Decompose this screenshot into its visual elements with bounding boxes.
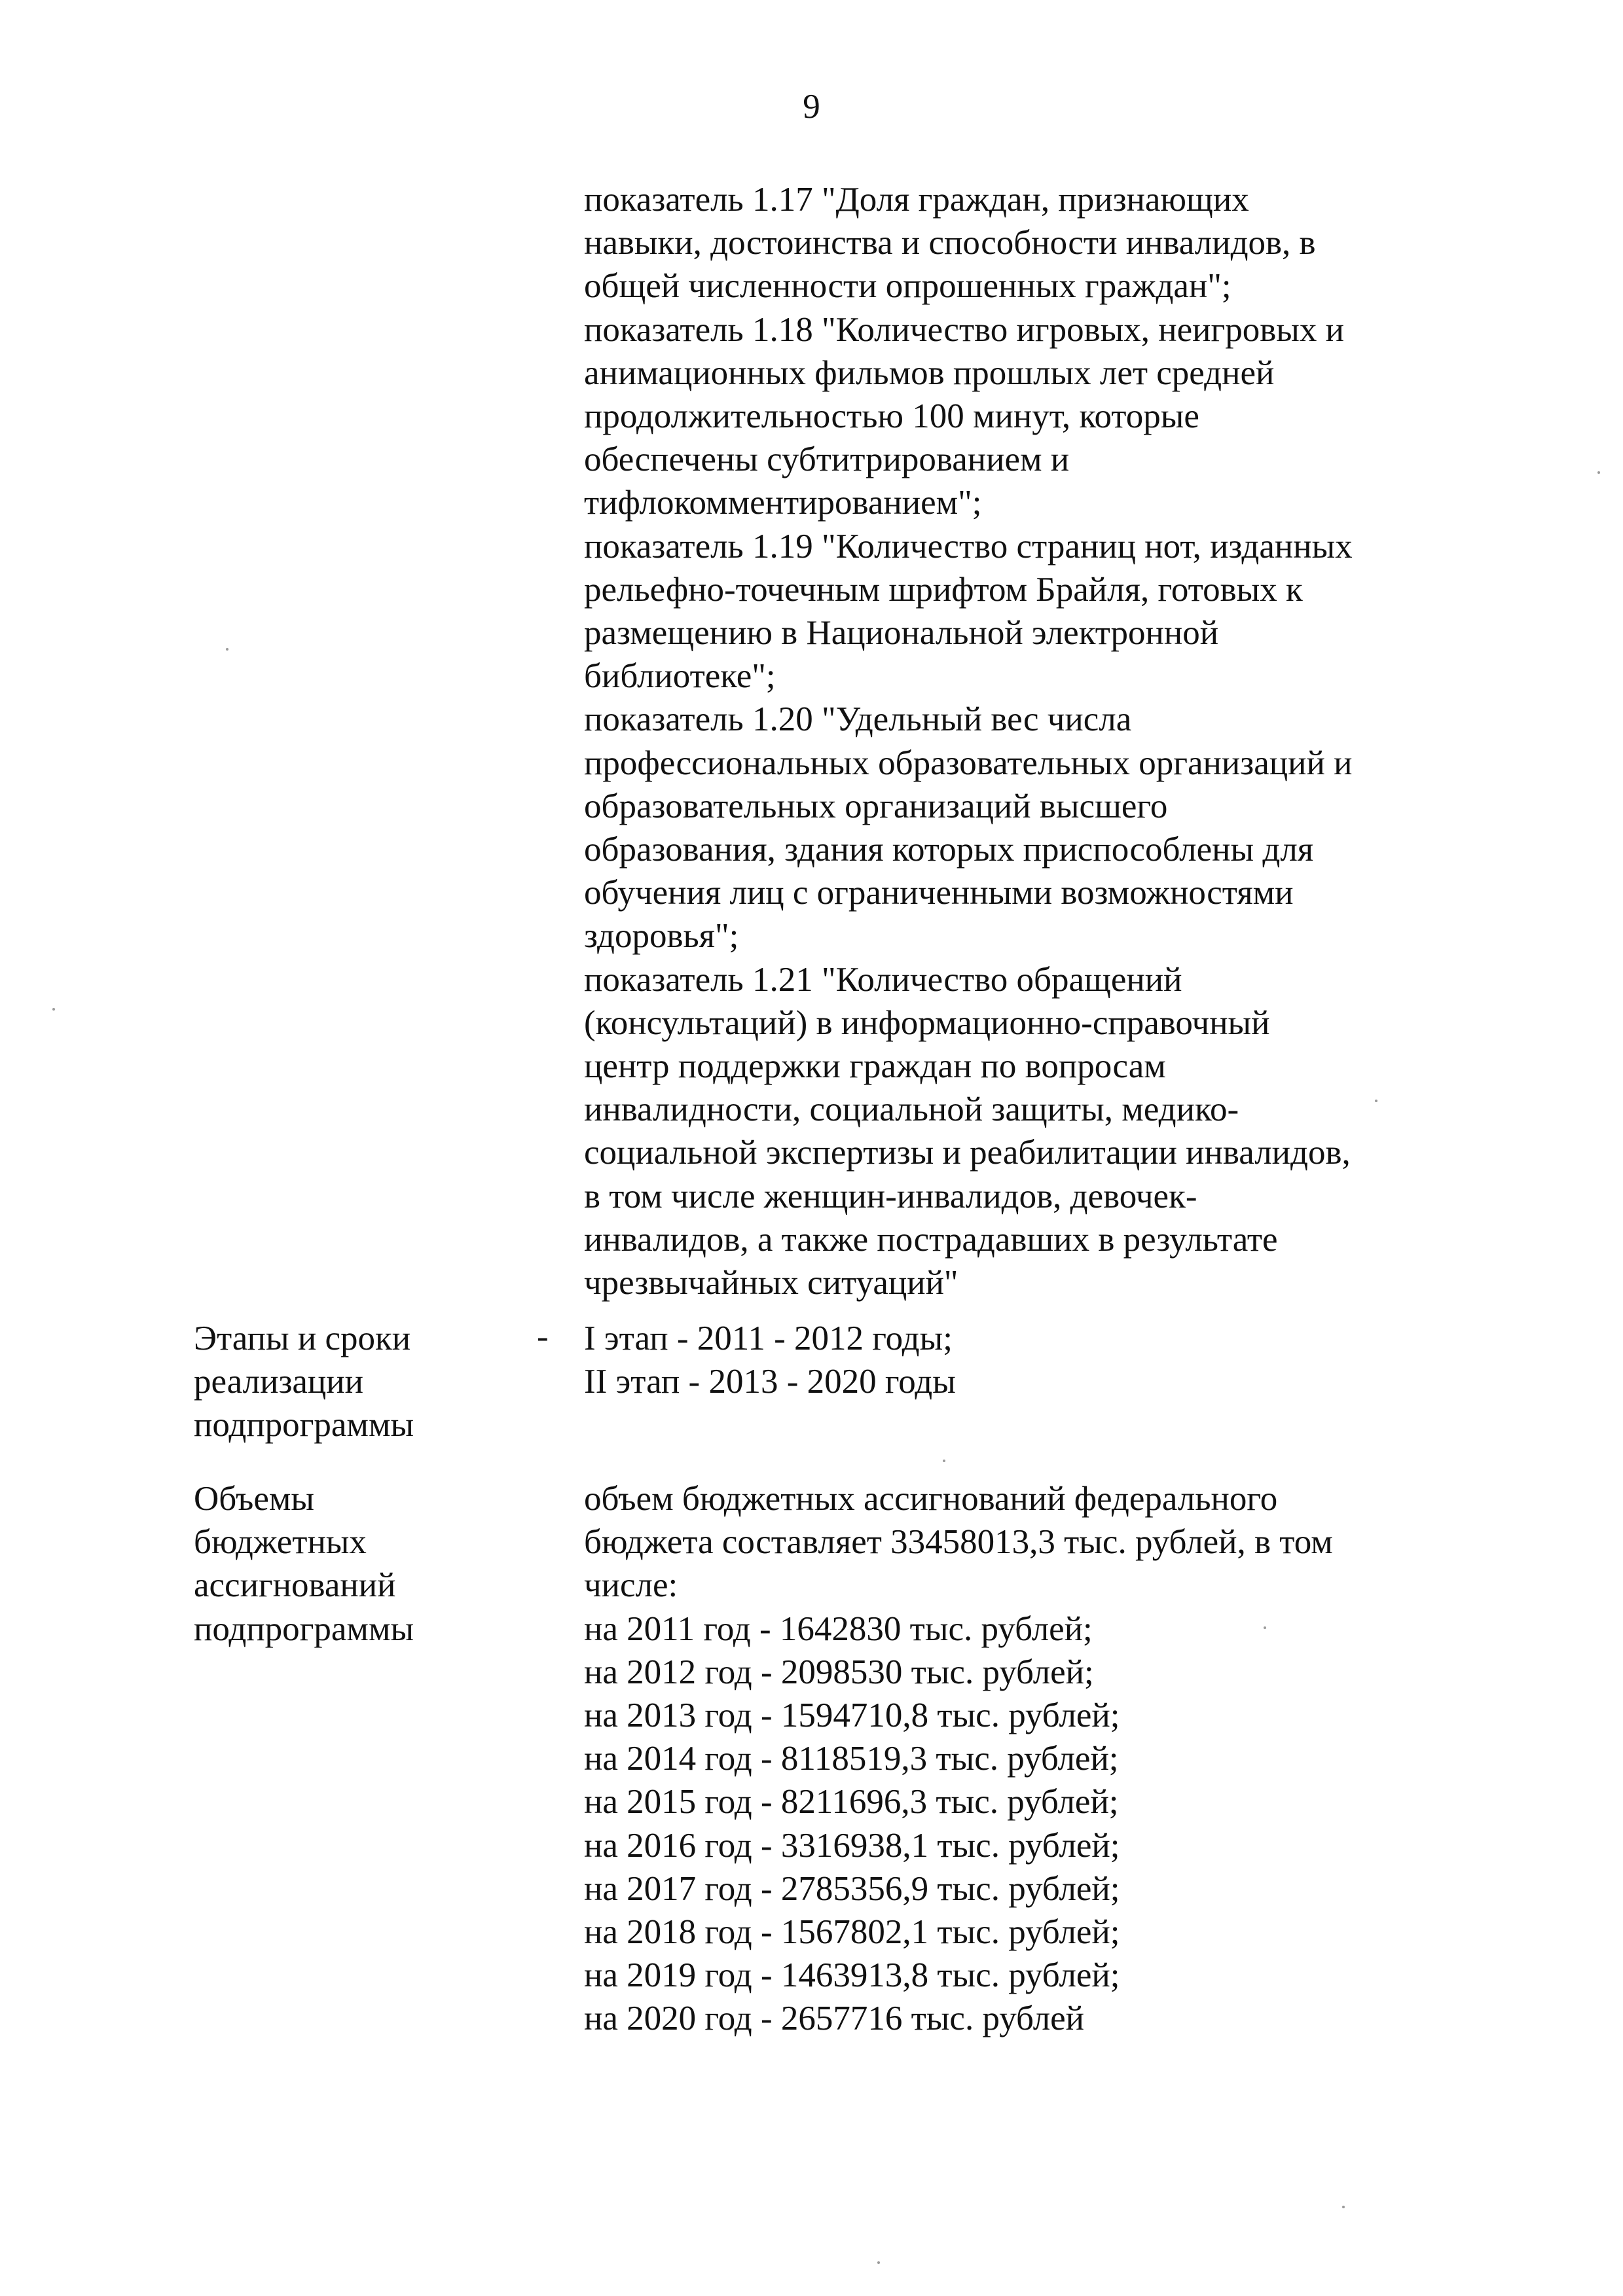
indicator-line: рельефно-точечным шрифтом Брайля, готовых к bbox=[584, 570, 1303, 609]
scan-speck bbox=[943, 1460, 945, 1462]
indicator-line: образования, здания которых приспособлены для bbox=[584, 831, 1314, 869]
budget-value-line: на 2016 год - 3316938,1 тыс. рублей; bbox=[584, 1826, 1120, 1865]
indicator-line: обеспечены субтитрированием и bbox=[584, 440, 1070, 479]
indicator-line: навыки, достоинства и способности инвалидов, в bbox=[584, 224, 1316, 262]
scan-speck bbox=[1342, 2206, 1345, 2208]
budget-label-line: ассигнований bbox=[194, 1566, 396, 1605]
budget-value-line: на 2018 год - 1567802,1 тыс. рублей; bbox=[584, 1913, 1120, 1952]
stages-label bbox=[194, 1317, 414, 1447]
stages-value bbox=[584, 1317, 956, 1403]
indicator-line: чрезвычайных ситуаций" bbox=[584, 1264, 958, 1302]
stages-value-line: II этап - 2013 - 2020 годы bbox=[584, 1363, 956, 1401]
budget-label-line: бюджетных bbox=[194, 1523, 367, 1562]
indicator-line: анимационных фильмов прошлых лет средней bbox=[584, 353, 1275, 392]
budget-value-line: на 2019 год - 1463913,8 тыс. рублей; bbox=[584, 1956, 1120, 1995]
stages-label-line: подпрограммы bbox=[194, 1406, 414, 1444]
stages-value-line: I этап - 2011 - 2012 годы; bbox=[584, 1319, 953, 1357]
stages-label-line: Этапы и сроки bbox=[194, 1319, 411, 1357]
indicator-line: обучения лиц с ограниченными возможностями bbox=[584, 874, 1294, 912]
budget-value-line: на 2017 год - 2785356,9 тыс. рублей; bbox=[584, 1869, 1120, 1908]
budget-value-line: на 2015 год - 8211696,3 тыс. рублей; bbox=[584, 1783, 1119, 1821]
indicator-line: в том числе женщин-инвалидов, девочек- bbox=[584, 1177, 1197, 1215]
indicator-line: здоровья"; bbox=[584, 917, 739, 956]
budget-value-line: на 2020 год - 2657716 тыс. рублей bbox=[584, 2000, 1085, 2038]
stages-label-line: реализации bbox=[194, 1363, 364, 1401]
indicator-line: показатель 1.20 "Удельный вес числа bbox=[584, 700, 1132, 739]
indicator-line: библиотеке"; bbox=[584, 657, 776, 696]
scan-speck bbox=[226, 648, 228, 651]
indicator-line: показатель 1.18 "Количество игровых, неигровых и bbox=[584, 310, 1345, 349]
indicator-line: продолжительностью 100 минут, которые bbox=[584, 397, 1199, 436]
budget-value bbox=[584, 1477, 1333, 2041]
scan-speck bbox=[1264, 1626, 1266, 1629]
stages-dash: - bbox=[537, 1318, 549, 1355]
indicator-line: размещению в Национальной электронной bbox=[584, 614, 1219, 653]
budget-value-line: на 2013 год - 1594710,8 тыс. рублей; bbox=[584, 1696, 1120, 1735]
budget-value-line: бюджета составляет 33458013,3 тыс. рублей, в том bbox=[584, 1523, 1333, 1562]
scan-speck bbox=[877, 2261, 880, 2264]
page-number: 9 bbox=[803, 88, 820, 126]
budget-label-line: Объемы bbox=[194, 1480, 314, 1518]
indicator-line: общей численности опрошенных граждан"; bbox=[584, 267, 1231, 306]
budget-value-line: числе: bbox=[584, 1566, 678, 1605]
budget-label-line: подпрограммы bbox=[194, 1609, 414, 1648]
indicators-list bbox=[584, 178, 1353, 1304]
indicator-line: образовательных организаций высшего bbox=[584, 787, 1168, 825]
indicator-line: профессиональных образовательных организаций и bbox=[584, 744, 1353, 782]
indicator-line: (консультаций) в информационно-справочный bbox=[584, 1003, 1270, 1042]
indicator-line: центр поддержки граждан по вопросам bbox=[584, 1047, 1166, 1086]
scan-speck bbox=[1597, 471, 1600, 474]
budget-value-line: на 2014 год - 8118519,3 тыс. рублей; bbox=[584, 1740, 1119, 1778]
indicator-line: инвалидов, а также пострадавших в результате bbox=[584, 1220, 1278, 1259]
budget-value-line: на 2011 год - 1642830 тыс. рублей; bbox=[584, 1609, 1093, 1648]
scan-speck bbox=[52, 1008, 55, 1011]
indicator-line: показатель 1.21 "Количество обращений bbox=[584, 960, 1182, 999]
budget-value-line: объем бюджетных ассигнований федерального bbox=[584, 1480, 1278, 1518]
budget-label bbox=[194, 1477, 414, 1651]
budget-value-line: на 2012 год - 2098530 тыс. рублей; bbox=[584, 1653, 1094, 1691]
scan-speck bbox=[1375, 1100, 1377, 1102]
indicator-line: инвалидности, социальной защиты, медико- bbox=[584, 1090, 1239, 1129]
indicator-line: показатель 1.17 "Доля граждан, признающих bbox=[584, 181, 1249, 219]
indicator-line: социальной экспертизы и реабилитации инвалидов, bbox=[584, 1134, 1351, 1172]
indicator-line: тифлокомментированием"; bbox=[584, 484, 982, 522]
indicator-line: показатель 1.19 "Количество страниц нот, изданных bbox=[584, 527, 1353, 565]
